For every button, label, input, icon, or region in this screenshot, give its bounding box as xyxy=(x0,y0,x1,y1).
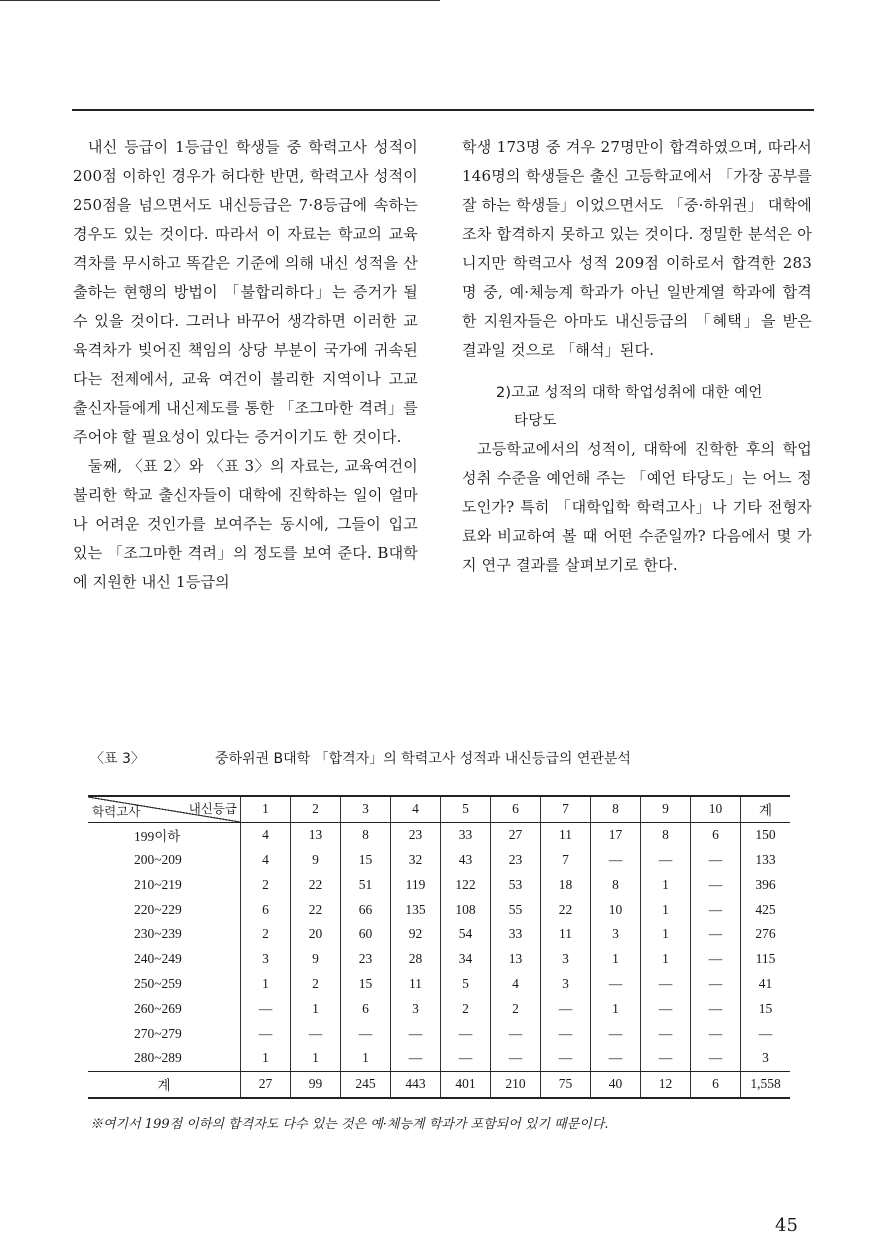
count-cell: 33 xyxy=(491,922,541,947)
count-cell: 22 xyxy=(291,872,341,897)
column-total-cell: 27 xyxy=(241,1071,291,1097)
count-cell: 18 xyxy=(541,872,591,897)
count-cell: 1 xyxy=(291,996,341,1021)
count-cell: 9 xyxy=(291,848,341,873)
count-cell: — xyxy=(341,1021,391,1046)
score-range-cell: 270~279 xyxy=(88,1021,241,1046)
left-paragraph-2: 둘째, 〈표 2〉와 〈표 3〉의 자료는, 교육여건이 불리한 학교 출신자들이 대학에 진학하는 일이 얼마나 어려운 것인가를 보여주는 동시에, 그들이 입고 있는 「조그마한 격려」의 정도를 보여 준다. B대학에 지원한 내신 1등급의 xyxy=(73,457,418,591)
table-row xyxy=(88,1021,790,1046)
table-corner-header xyxy=(88,796,241,822)
count-cell: — xyxy=(391,1021,441,1046)
count-cell: 7 xyxy=(541,848,591,873)
count-cell: 54 xyxy=(441,922,491,947)
count-cell: 9 xyxy=(291,947,341,972)
count-cell: 8 xyxy=(591,872,641,897)
column-total-cell: 6 xyxy=(691,1071,741,1097)
corner-col-label: 내신등급 xyxy=(188,802,237,816)
count-cell: 53 xyxy=(491,872,541,897)
count-cell: — xyxy=(491,1021,541,1046)
count-cell: 135 xyxy=(391,897,441,922)
count-cell: — xyxy=(691,972,741,997)
grade-header: 6 xyxy=(491,796,541,822)
subheading-line-2: 타당도 xyxy=(514,413,557,429)
count-cell: 119 xyxy=(391,872,441,897)
count-cell: 17 xyxy=(591,822,641,847)
header-rule xyxy=(72,109,814,111)
column-total-cell: 245 xyxy=(341,1071,391,1097)
count-cell: — xyxy=(491,1046,541,1071)
count-cell: 1 xyxy=(241,1046,291,1071)
count-cell: 1 xyxy=(591,996,641,1021)
count-cell: — xyxy=(241,996,291,1021)
table-row xyxy=(88,822,790,847)
page-number: 45 xyxy=(775,1215,798,1236)
count-cell: 13 xyxy=(291,822,341,847)
grand-total-cell: 1,558 xyxy=(741,1071,791,1097)
count-cell: 13 xyxy=(491,947,541,972)
score-range-cell: 230~239 xyxy=(88,922,241,947)
count-cell: 22 xyxy=(541,897,591,922)
count-cell: 33 xyxy=(441,822,491,847)
count-cell: — xyxy=(541,1021,591,1046)
count-cell: 51 xyxy=(341,872,391,897)
count-cell: 15 xyxy=(341,972,391,997)
column-total-cell: 12 xyxy=(641,1071,691,1097)
right-paragraph-2: 고등학교에서의 성적이, 대학에 진학한 후의 학업성취 수준을 예언해 주는 「예언 타당도」는 어느 정도인가? 특히 「대학입학 학력고사」나 기타 전형자료와 비교하여 볼 때 어떤 수준일까? 다음에서 몇 가지 연구 결과를 살펴보기로 한다. xyxy=(462,440,812,574)
count-cell: 2 xyxy=(441,996,491,1021)
table-label: 〈표 3〉 xyxy=(90,751,145,767)
count-cell: — xyxy=(641,1046,691,1071)
count-cell: 15 xyxy=(341,848,391,873)
score-range-cell: 260~269 xyxy=(88,996,241,1021)
count-cell: 4 xyxy=(491,972,541,997)
grade-header: 10 xyxy=(691,796,741,822)
column-total-cell: 40 xyxy=(591,1071,641,1097)
data-table xyxy=(88,795,790,1099)
count-cell: — xyxy=(391,1046,441,1071)
row-total-cell: 425 xyxy=(741,897,791,922)
grade-header: 5 xyxy=(441,796,491,822)
count-cell: 5 xyxy=(441,972,491,997)
count-cell: 108 xyxy=(441,897,491,922)
right-column xyxy=(462,133,812,580)
count-cell: 92 xyxy=(391,922,441,947)
count-cell: — xyxy=(641,972,691,997)
count-cell: 2 xyxy=(291,972,341,997)
count-cell: 1 xyxy=(341,1046,391,1071)
count-cell: — xyxy=(641,996,691,1021)
row-total-cell: 396 xyxy=(741,872,791,897)
count-cell: 22 xyxy=(291,897,341,922)
count-cell: 6 xyxy=(241,897,291,922)
count-cell: 3 xyxy=(591,922,641,947)
count-cell: — xyxy=(441,1021,491,1046)
grade-header: 4 xyxy=(391,796,441,822)
count-cell: 1 xyxy=(641,922,691,947)
count-cell: 1 xyxy=(641,897,691,922)
count-cell: 1 xyxy=(591,947,641,972)
grade-header: 2 xyxy=(291,796,341,822)
row-total-cell: 15 xyxy=(741,996,791,1021)
grade-header: 3 xyxy=(341,796,391,822)
count-cell: — xyxy=(691,848,741,873)
count-cell: 1 xyxy=(641,947,691,972)
count-cell: 4 xyxy=(241,848,291,873)
count-cell: — xyxy=(641,848,691,873)
count-cell: 20 xyxy=(291,922,341,947)
table-row xyxy=(88,872,790,897)
table-title: 중하위권 B대학 「합격자」의 학력고사 성적과 내신등급의 연관분석 xyxy=(215,751,631,767)
column-total-cell: 210 xyxy=(491,1071,541,1097)
score-range-cell: 199이하 xyxy=(88,822,241,847)
score-range-cell: 250~259 xyxy=(88,972,241,997)
table-row xyxy=(88,922,790,947)
count-cell: 11 xyxy=(541,822,591,847)
column-total-cell: 401 xyxy=(441,1071,491,1097)
count-cell: — xyxy=(691,1046,741,1071)
count-cell: 43 xyxy=(441,848,491,873)
count-cell: 34 xyxy=(441,947,491,972)
column-total-cell: 75 xyxy=(541,1071,591,1097)
count-cell: — xyxy=(591,1046,641,1071)
count-cell: 1 xyxy=(241,972,291,997)
count-cell: — xyxy=(291,1021,341,1046)
count-cell: 28 xyxy=(391,947,441,972)
count-cell: 4 xyxy=(241,822,291,847)
row-total-cell: 115 xyxy=(741,947,791,972)
row-total-cell: 133 xyxy=(741,848,791,873)
grade-header: 7 xyxy=(541,796,591,822)
count-cell: 11 xyxy=(391,972,441,997)
count-cell: 66 xyxy=(341,897,391,922)
count-cell: 23 xyxy=(341,947,391,972)
count-cell: 8 xyxy=(341,822,391,847)
count-cell: 3 xyxy=(391,996,441,1021)
count-cell: — xyxy=(241,1021,291,1046)
count-cell: 1 xyxy=(291,1046,341,1071)
count-cell: 23 xyxy=(491,848,541,873)
count-cell: — xyxy=(591,848,641,873)
count-cell: — xyxy=(541,1046,591,1071)
count-cell: — xyxy=(691,996,741,1021)
subheading-line-1: 2)고교 성적의 대학 학업성취에 대한 예언 xyxy=(496,385,763,401)
count-cell: 27 xyxy=(491,822,541,847)
section-subheading xyxy=(462,379,812,435)
column-total-cell: 443 xyxy=(391,1071,441,1097)
table-footnote: ※여기서 199점 이하의 합격자도 다수 있는 것은 예·체능계 학과가 포함되어 있기 때문이다. xyxy=(90,1117,609,1132)
count-cell: 60 xyxy=(341,922,391,947)
top-rule xyxy=(0,0,440,1)
left-column xyxy=(73,133,418,597)
count-cell: — xyxy=(691,1021,741,1046)
grade-header: 1 xyxy=(241,796,291,822)
left-paragraph-1: 내신 등급이 1등급인 학생들 중 학력고사 성적이 200점 이하인 경우가 허다한 반면, 학력고사 성적이 250점을 넘으면서도 내신등급은 7·8등급에 속하는 경우도 있는 것이다. 따라서 이 자료는 학교의 교육격차를 무시하고 똑같은 기준에 의해 내신 성적을 산출하는 현행의 방법이 「불합리하다」는 증거가 될 수 있을 것이다. 그러나 바꾸어 생각하면 이러한 교육격차가 빚어진 책임의 상당 부분이 국가에 귀속된다는 전제에서, 교육 여건이 불리한 지역이나 고교 출신자들에게 내신제도를 통한 「조그마한 격려」를 주어야 할 필요성이 있다는 증거이기도 한 것이다. xyxy=(73,138,418,446)
count-cell: 2 xyxy=(241,872,291,897)
count-cell: — xyxy=(691,897,741,922)
row-total-cell: 150 xyxy=(741,822,791,847)
score-range-cell: 280~289 xyxy=(88,1046,241,1071)
count-cell: — xyxy=(591,972,641,997)
count-cell: 10 xyxy=(591,897,641,922)
table-header-row xyxy=(88,796,790,822)
count-cell: 6 xyxy=(341,996,391,1021)
count-cell: 11 xyxy=(541,922,591,947)
table-row xyxy=(88,1046,790,1071)
right-paragraph-continued: 학생 173명 중 겨우 27명만이 합격하였으며, 따라서 146명의 학생들은 출신 고등학교에서 「가장 공부를 잘 하는 학생들」이었으면서도 「중·하위권」 대학에조차 합격하지 못하고 있는 것이다. 정밀한 분석은 아니지만 학력고사 성적 209점 이하로서 합격한 283명 중, 예·체능계 학과가 아닌 일반계열 학과에 합격한 지원자들은 아마도 내신등급의 「혜택」을 받은 결과일 것으로 「해석」된다. xyxy=(462,138,812,359)
column-total-cell: 99 xyxy=(291,1071,341,1097)
table-row xyxy=(88,972,790,997)
count-cell: 23 xyxy=(391,822,441,847)
table-body xyxy=(88,822,790,1097)
count-cell: — xyxy=(691,947,741,972)
row-total-cell: — xyxy=(741,1021,791,1046)
score-range-cell: 220~229 xyxy=(88,897,241,922)
count-cell: — xyxy=(691,872,741,897)
grade-header: 9 xyxy=(641,796,691,822)
count-cell: 3 xyxy=(541,947,591,972)
count-cell: — xyxy=(641,1021,691,1046)
row-total-cell: 276 xyxy=(741,922,791,947)
count-cell: 8 xyxy=(641,822,691,847)
count-cell: 6 xyxy=(691,822,741,847)
count-cell: 2 xyxy=(491,996,541,1021)
table-row xyxy=(88,897,790,922)
score-range-cell: 210~219 xyxy=(88,872,241,897)
row-total-cell: 41 xyxy=(741,972,791,997)
totals-label-cell: 계 xyxy=(88,1071,241,1097)
grade-header: 8 xyxy=(591,796,641,822)
table-row xyxy=(88,848,790,873)
row-total-cell: 3 xyxy=(741,1046,791,1071)
count-cell: 55 xyxy=(491,897,541,922)
count-cell: 32 xyxy=(391,848,441,873)
count-cell: — xyxy=(591,1021,641,1046)
count-cell: 2 xyxy=(241,922,291,947)
count-cell: — xyxy=(441,1046,491,1071)
corner-row-label: 학력고사 xyxy=(92,804,141,819)
total-header: 계 xyxy=(741,796,791,822)
table-row xyxy=(88,996,790,1021)
count-cell: — xyxy=(691,922,741,947)
count-cell: 1 xyxy=(641,872,691,897)
score-range-cell: 240~249 xyxy=(88,947,241,972)
score-range-cell: 200~209 xyxy=(88,848,241,873)
totals-row xyxy=(88,1071,790,1097)
count-cell: — xyxy=(541,996,591,1021)
table-row xyxy=(88,947,790,972)
count-cell: 3 xyxy=(541,972,591,997)
count-cell: 122 xyxy=(441,872,491,897)
count-cell: 3 xyxy=(241,947,291,972)
